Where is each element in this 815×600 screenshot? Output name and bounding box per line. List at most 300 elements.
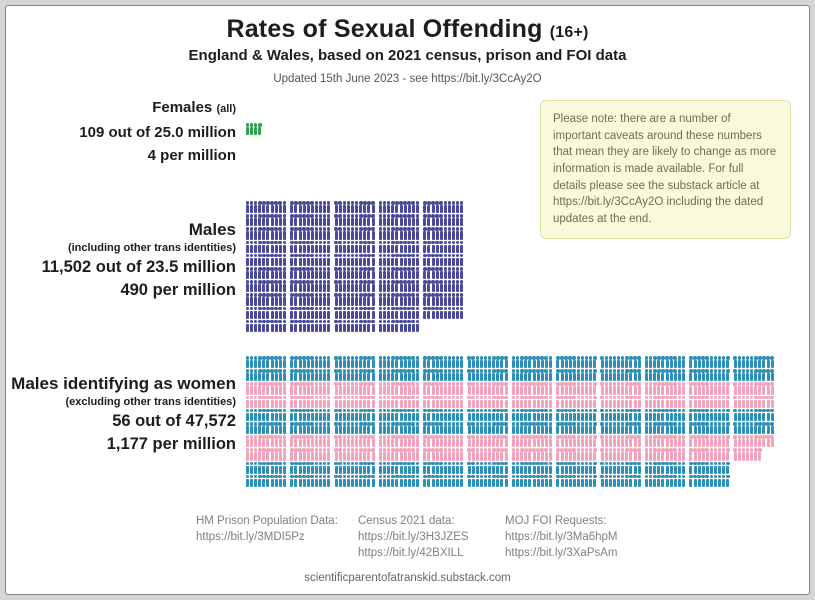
person-icon	[391, 311, 394, 319]
person-icon	[262, 426, 265, 434]
person-icon	[625, 466, 628, 474]
person-icon	[698, 439, 701, 447]
person-icon	[561, 466, 564, 474]
person-icon	[460, 311, 463, 319]
source-col-census	[358, 513, 469, 561]
person-icon	[625, 426, 628, 434]
person-icon	[440, 466, 443, 474]
icon-group	[556, 452, 596, 460]
person-icon	[351, 426, 354, 434]
person-icon	[372, 413, 375, 421]
person-icon	[319, 297, 322, 305]
person-icon	[561, 400, 564, 408]
person-icon	[395, 466, 398, 474]
person-icon	[347, 324, 350, 332]
person-icon	[311, 245, 314, 253]
person-icon	[400, 373, 403, 381]
icon-group	[290, 400, 330, 408]
person-icon	[448, 426, 451, 434]
person-icon	[738, 452, 741, 460]
males-identifying-as-women-row	[246, 395, 778, 408]
person-icon	[440, 271, 443, 279]
person-icon	[254, 439, 257, 447]
person-icon	[569, 439, 572, 447]
person-icon	[323, 360, 326, 368]
person-icon	[629, 466, 632, 474]
person-icon	[488, 360, 491, 368]
person-icon	[565, 426, 568, 434]
person-icon	[537, 452, 540, 460]
person-icon	[363, 205, 366, 213]
person-icon	[468, 452, 471, 460]
icon-group	[512, 426, 552, 434]
person-icon	[408, 258, 411, 266]
person-icon	[605, 439, 608, 447]
icon-group	[335, 479, 375, 487]
males-identifying-as-women-row	[246, 368, 778, 381]
person-icon	[327, 386, 330, 394]
person-icon	[303, 479, 306, 487]
person-icon	[335, 205, 338, 213]
person-icon	[319, 284, 322, 292]
person-icon	[311, 297, 314, 305]
person-icon	[275, 452, 278, 460]
males-identifying-as-women-row	[246, 474, 778, 487]
person-icon	[359, 400, 362, 408]
person-icon	[528, 386, 531, 394]
person-icon	[488, 439, 491, 447]
person-icon	[561, 452, 564, 460]
person-icon	[290, 205, 293, 213]
person-icon	[585, 479, 588, 487]
person-icon	[746, 426, 749, 434]
person-icon	[649, 466, 652, 474]
person-icon	[372, 245, 375, 253]
person-icon	[387, 297, 390, 305]
person-icon	[452, 400, 455, 408]
person-icon	[593, 479, 596, 487]
person-icon	[718, 479, 721, 487]
person-icon	[311, 205, 314, 213]
person-icon	[585, 400, 588, 408]
person-icon	[702, 426, 705, 434]
person-icon	[339, 452, 342, 460]
person-icon	[649, 439, 652, 447]
person-icon	[444, 386, 447, 394]
person-icon	[742, 360, 745, 368]
person-icon	[689, 360, 692, 368]
person-icon	[250, 271, 253, 279]
icon-group	[468, 439, 508, 447]
person-icon	[682, 479, 685, 487]
person-icon	[327, 373, 330, 381]
person-icon	[427, 386, 430, 394]
person-icon	[714, 426, 717, 434]
person-icon	[283, 426, 286, 434]
person-icon	[771, 426, 774, 434]
person-icon	[653, 373, 656, 381]
person-icon	[726, 413, 729, 421]
person-icon	[275, 373, 278, 381]
person-icon	[271, 373, 274, 381]
person-icon	[400, 360, 403, 368]
icon-group	[379, 231, 419, 239]
person-icon	[266, 311, 269, 319]
person-icon	[359, 245, 362, 253]
person-icon	[758, 400, 761, 408]
person-icon	[246, 413, 249, 421]
person-icon	[589, 360, 592, 368]
person-icon	[625, 400, 628, 408]
person-icon	[315, 452, 318, 460]
person-icon	[294, 205, 297, 213]
person-icon	[327, 400, 330, 408]
person-icon	[520, 386, 523, 394]
person-icon	[682, 426, 685, 434]
person-icon	[734, 400, 737, 408]
person-icon	[432, 297, 435, 305]
person-icon	[456, 311, 459, 319]
person-icon	[549, 373, 552, 381]
person-icon	[718, 400, 721, 408]
person-icon	[742, 373, 745, 381]
person-icon	[416, 452, 419, 460]
person-icon	[391, 324, 394, 332]
person-icon	[722, 479, 725, 487]
person-icon	[359, 479, 362, 487]
person-icon	[279, 426, 282, 434]
person-icon	[484, 373, 487, 381]
person-icon	[634, 479, 637, 487]
person-icon	[363, 466, 366, 474]
person-icon	[335, 218, 338, 226]
icon-group	[290, 205, 330, 213]
person-icon	[556, 466, 559, 474]
icon-group	[734, 452, 762, 460]
person-icon	[372, 297, 375, 305]
person-icon	[541, 386, 544, 394]
person-icon	[750, 452, 753, 460]
person-icon	[323, 231, 326, 239]
person-icon	[400, 258, 403, 266]
person-icon	[400, 284, 403, 292]
person-icon	[391, 218, 394, 226]
person-icon	[629, 400, 632, 408]
person-icon	[412, 231, 415, 239]
person-icon	[496, 452, 499, 460]
person-icon	[714, 360, 717, 368]
person-icon	[577, 400, 580, 408]
person-icon	[383, 284, 386, 292]
person-icon	[440, 284, 443, 292]
person-icon	[500, 479, 503, 487]
person-icon	[262, 439, 265, 447]
person-icon	[355, 466, 358, 474]
person-icon	[412, 426, 415, 434]
person-icon	[262, 271, 265, 279]
person-icon	[617, 439, 620, 447]
person-icon	[456, 284, 459, 292]
person-icon	[702, 452, 705, 460]
icon-group	[290, 218, 330, 226]
person-icon	[311, 231, 314, 239]
source-title: Census 2021 data:	[358, 515, 455, 527]
person-icon	[432, 245, 435, 253]
person-icon	[379, 360, 382, 368]
person-icon	[327, 245, 330, 253]
person-icon	[589, 373, 592, 381]
person-icon	[404, 466, 407, 474]
person-icon	[645, 400, 648, 408]
person-icon	[412, 400, 415, 408]
person-icon	[742, 426, 745, 434]
icon-group	[468, 386, 508, 394]
person-icon	[480, 373, 483, 381]
person-icon	[734, 413, 737, 421]
person-icon	[319, 231, 322, 239]
person-icon	[444, 413, 447, 421]
person-icon	[452, 205, 455, 213]
person-icon	[246, 245, 249, 253]
icon-group	[290, 439, 330, 447]
person-icon	[416, 245, 419, 253]
person-icon	[266, 479, 269, 487]
person-icon	[460, 218, 463, 226]
person-icon	[423, 413, 426, 421]
person-icon	[262, 245, 265, 253]
icon-group	[290, 452, 330, 460]
person-icon	[323, 439, 326, 447]
person-icon	[569, 400, 572, 408]
person-icon	[556, 426, 559, 434]
person-icon	[569, 426, 572, 434]
person-icon	[593, 373, 596, 381]
person-icon	[254, 479, 257, 487]
person-icon	[262, 311, 265, 319]
person-icon	[294, 284, 297, 292]
person-icon	[275, 386, 278, 394]
person-icon	[347, 245, 350, 253]
person-icon	[702, 373, 705, 381]
person-icon	[303, 258, 306, 266]
person-icon	[512, 426, 515, 434]
person-icon	[722, 400, 725, 408]
person-icon	[718, 426, 721, 434]
person-icon	[524, 439, 527, 447]
person-icon	[311, 413, 314, 421]
person-icon	[472, 466, 475, 474]
person-icon	[537, 373, 540, 381]
icon-group	[423, 205, 463, 213]
person-icon	[694, 426, 697, 434]
person-icon	[307, 439, 310, 447]
person-icon	[541, 452, 544, 460]
person-icon	[416, 386, 419, 394]
person-icon	[549, 413, 552, 421]
person-icon	[512, 452, 515, 460]
person-icon	[589, 466, 592, 474]
person-icon	[436, 205, 439, 213]
person-icon	[363, 426, 366, 434]
person-icon	[722, 386, 725, 394]
person-icon	[327, 205, 330, 213]
person-icon	[387, 360, 390, 368]
icon-group	[423, 426, 463, 434]
person-icon	[505, 386, 508, 394]
person-icon	[395, 311, 398, 319]
person-icon	[645, 360, 648, 368]
icon-group	[290, 297, 330, 305]
person-icon	[423, 400, 426, 408]
person-icon	[432, 413, 435, 421]
icon-group	[645, 413, 685, 421]
person-icon	[674, 466, 677, 474]
person-icon	[661, 413, 664, 421]
person-icon	[254, 245, 257, 253]
person-icon	[488, 400, 491, 408]
person-icon	[363, 271, 366, 279]
person-icon	[250, 439, 253, 447]
person-icon	[258, 245, 261, 253]
person-icon	[702, 439, 705, 447]
person-icon	[387, 466, 390, 474]
person-icon	[400, 324, 403, 332]
person-icon	[279, 258, 282, 266]
person-icon	[452, 284, 455, 292]
person-icon	[460, 452, 463, 460]
person-icon	[561, 439, 564, 447]
source-col-prison	[196, 513, 338, 545]
person-icon	[408, 386, 411, 394]
person-icon	[351, 284, 354, 292]
icon-group	[246, 127, 261, 135]
icon-group	[423, 271, 463, 279]
icon-group	[423, 413, 463, 421]
person-icon	[545, 479, 548, 487]
person-icon	[468, 466, 471, 474]
person-icon	[460, 360, 463, 368]
person-icon	[254, 426, 257, 434]
person-icon	[762, 360, 765, 368]
person-icon	[404, 479, 407, 487]
person-icon	[537, 479, 540, 487]
person-icon	[638, 426, 641, 434]
person-icon	[714, 439, 717, 447]
person-icon	[290, 271, 293, 279]
females-qualifier: (all)	[216, 103, 236, 115]
person-icon	[634, 452, 637, 460]
person-icon	[625, 413, 628, 421]
person-icon	[500, 360, 503, 368]
person-icon	[666, 373, 669, 381]
person-icon	[476, 452, 479, 460]
person-icon	[303, 245, 306, 253]
person-icon	[246, 205, 249, 213]
person-icon	[436, 373, 439, 381]
person-icon	[472, 386, 475, 394]
person-icon	[423, 386, 426, 394]
person-icon	[427, 297, 430, 305]
person-icon	[311, 439, 314, 447]
person-icon	[416, 284, 419, 292]
icon-group	[423, 439, 463, 447]
person-icon	[444, 297, 447, 305]
person-icon	[339, 284, 342, 292]
person-icon	[657, 439, 660, 447]
person-icon	[372, 373, 375, 381]
person-icon	[436, 360, 439, 368]
person-icon	[452, 452, 455, 460]
person-icon	[254, 324, 257, 332]
person-icon	[476, 413, 479, 421]
person-icon	[250, 413, 253, 421]
person-icon	[367, 284, 370, 292]
person-icon	[706, 373, 709, 381]
person-icon	[391, 245, 394, 253]
person-icon	[678, 386, 681, 394]
person-icon	[533, 386, 536, 394]
person-icon	[452, 479, 455, 487]
person-icon	[391, 413, 394, 421]
miw-label-block	[6, 373, 236, 456]
person-icon	[359, 466, 362, 474]
person-icon	[379, 297, 382, 305]
person-icon	[319, 466, 322, 474]
males-row	[246, 253, 468, 266]
person-icon	[343, 413, 346, 421]
person-icon	[404, 245, 407, 253]
person-icon	[412, 439, 415, 447]
person-icon	[528, 413, 531, 421]
person-icon	[746, 360, 749, 368]
person-icon	[279, 271, 282, 279]
miw-pictogram	[246, 355, 778, 487]
person-icon	[367, 479, 370, 487]
person-icon	[379, 218, 382, 226]
person-icon	[299, 258, 302, 266]
person-icon	[581, 386, 584, 394]
person-icon	[351, 400, 354, 408]
person-icon	[601, 439, 604, 447]
person-icon	[363, 311, 366, 319]
person-icon	[500, 413, 503, 421]
person-icon	[395, 205, 398, 213]
person-icon	[343, 400, 346, 408]
person-icon	[444, 258, 447, 266]
person-icon	[387, 284, 390, 292]
person-icon	[275, 218, 278, 226]
person-icon	[387, 205, 390, 213]
person-icon	[250, 127, 253, 135]
person-icon	[444, 311, 447, 319]
person-icon	[355, 297, 358, 305]
person-icon	[444, 466, 447, 474]
person-icon	[657, 479, 660, 487]
person-icon	[524, 373, 527, 381]
person-icon	[722, 373, 725, 381]
person-icon	[343, 360, 346, 368]
person-icon	[408, 271, 411, 279]
person-icon	[754, 413, 757, 421]
person-icon	[339, 271, 342, 279]
person-icon	[472, 413, 475, 421]
person-icon	[319, 400, 322, 408]
person-icon	[573, 400, 576, 408]
person-icon	[343, 373, 346, 381]
person-icon	[653, 426, 656, 434]
person-icon	[408, 324, 411, 332]
icon-group	[689, 360, 729, 368]
